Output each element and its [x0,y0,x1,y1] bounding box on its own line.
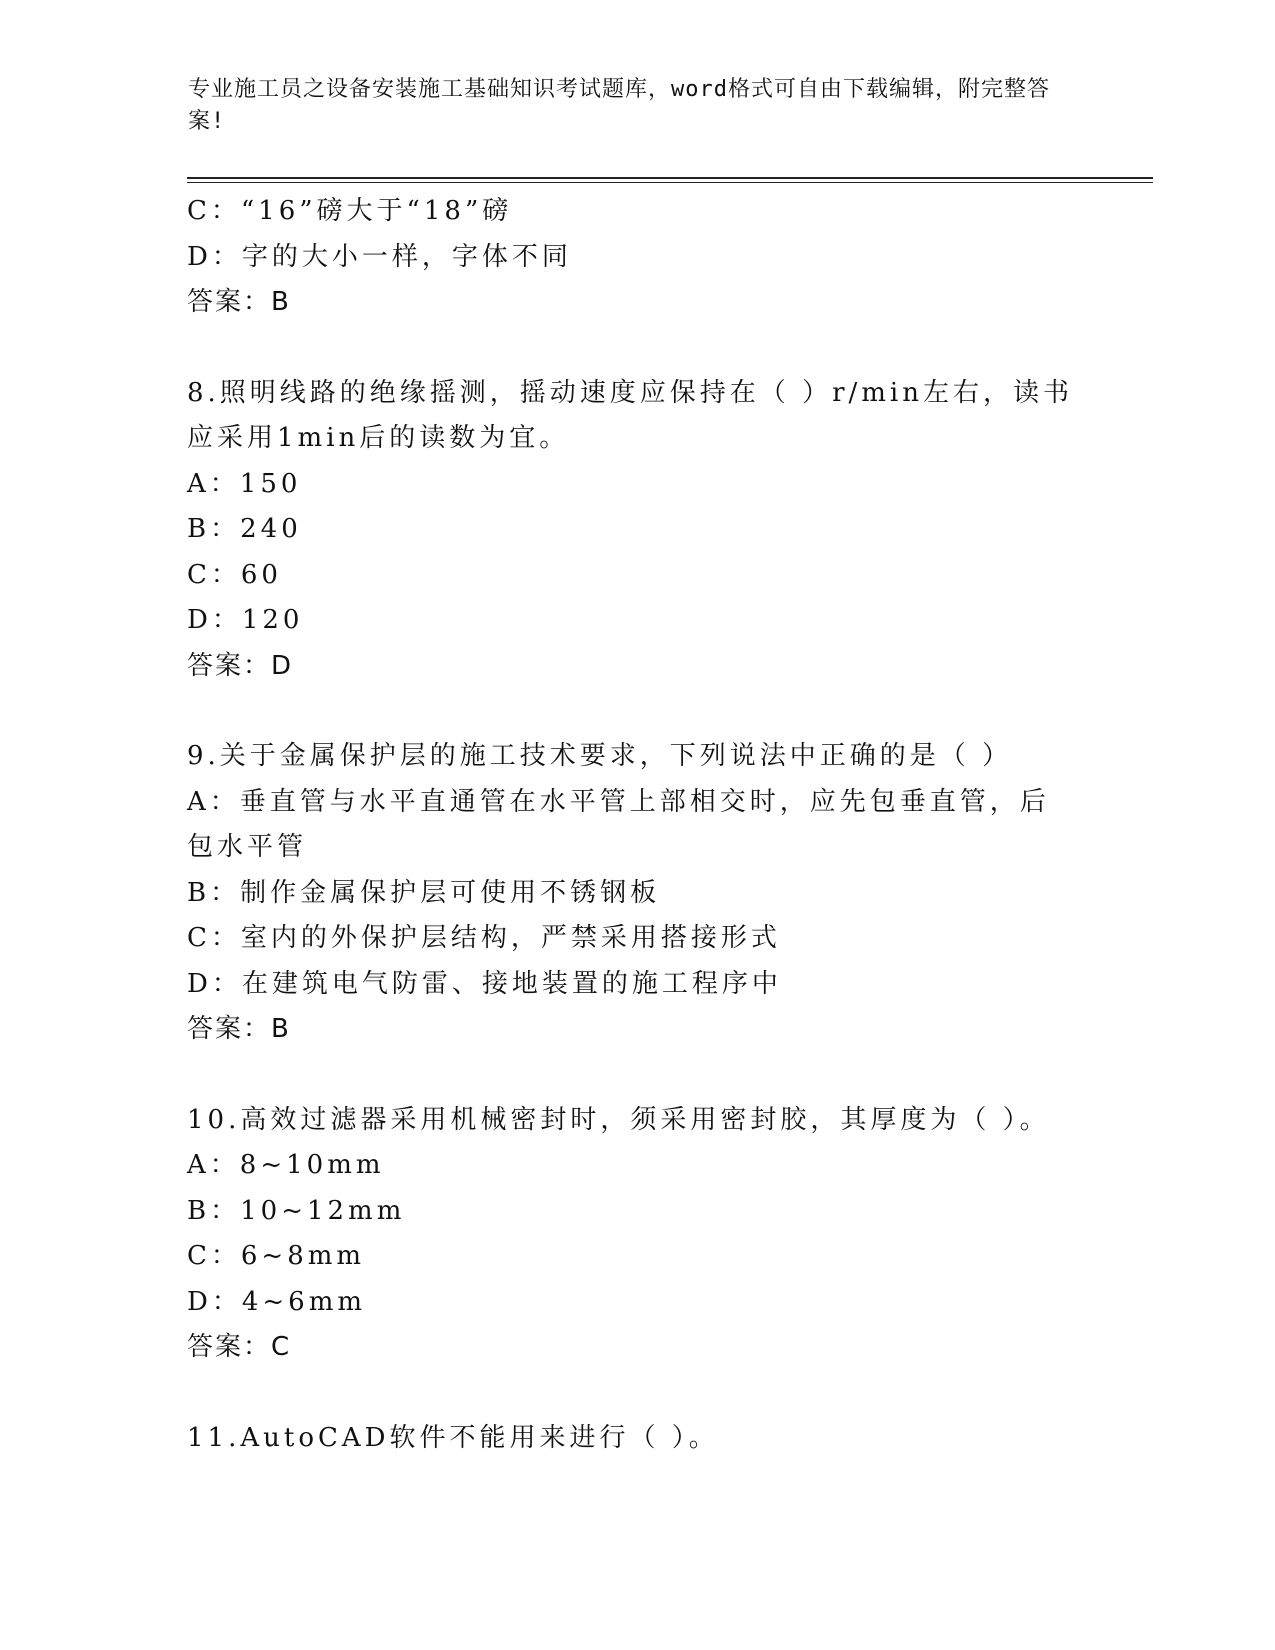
spacer [187,689,1087,734]
q9-option-b: B：制作金属保护层可使用不锈钢板 [187,877,661,908]
q8-option-b: B：240 [187,514,302,544]
spacer [187,1371,1087,1416]
spacer [187,1053,1087,1098]
q9-option-d: D：在建筑电气防雷、接地装置的施工程序中 [187,968,782,999]
q10-option-c: C：6~8mm [187,1241,366,1271]
question-content [187,189,1087,1461]
q8-option-a: A：150 [187,468,302,499]
q10-answer: 答案：C [187,1332,292,1362]
q8-stem: 8.照明线路的绝缘摇测，摇动速度应保持在（ ）r/min左右，读书应采用1min后的读数为宜。 [187,377,1073,453]
q10-option-a: A：8~10mm [187,1150,385,1180]
q9-option-a: A：垂直管与水平直通管在水平管上部相交时，应先包垂直管，后包水平管 [187,786,1050,862]
q10-option-b: B：10~12mm [187,1195,406,1226]
q8-option-c: C：60 [187,559,282,590]
q7-option-d: D：字的大小一样，字体不同 [187,241,572,272]
header-rule-thick [187,177,1153,179]
header-rule-thin [187,182,1153,183]
q10-stem: 10.高效过滤器采用机械密封时，须采用密封胶，其厚度为（ ）。 [187,1104,1050,1135]
q7-option-c: C：“16”磅大于“18”磅 [187,196,513,226]
document-header: 专业施工员之设备安装施工基础知识考试题库，word格式可自由下载编辑，附完整答案! [188,77,1050,134]
q9-stem: 9.关于金属保护层的施工技术要求，下列说法中正确的是（ ） [187,741,1013,771]
q9-option-c: C：室内的外保护层结构，严禁采用搭接形式 [187,923,781,953]
q8-option-d: D：120 [187,605,304,635]
q9-answer: 答案：B [187,1014,291,1044]
q10-option-d: D：4~6mm [187,1286,367,1317]
spacer [187,326,1087,371]
q8-answer: 答案：D [187,650,294,681]
q11-stem: 11.AutoCAD软件不能用来进行（ ）。 [187,1422,719,1453]
q7-answer: 答案：B [187,287,291,317]
